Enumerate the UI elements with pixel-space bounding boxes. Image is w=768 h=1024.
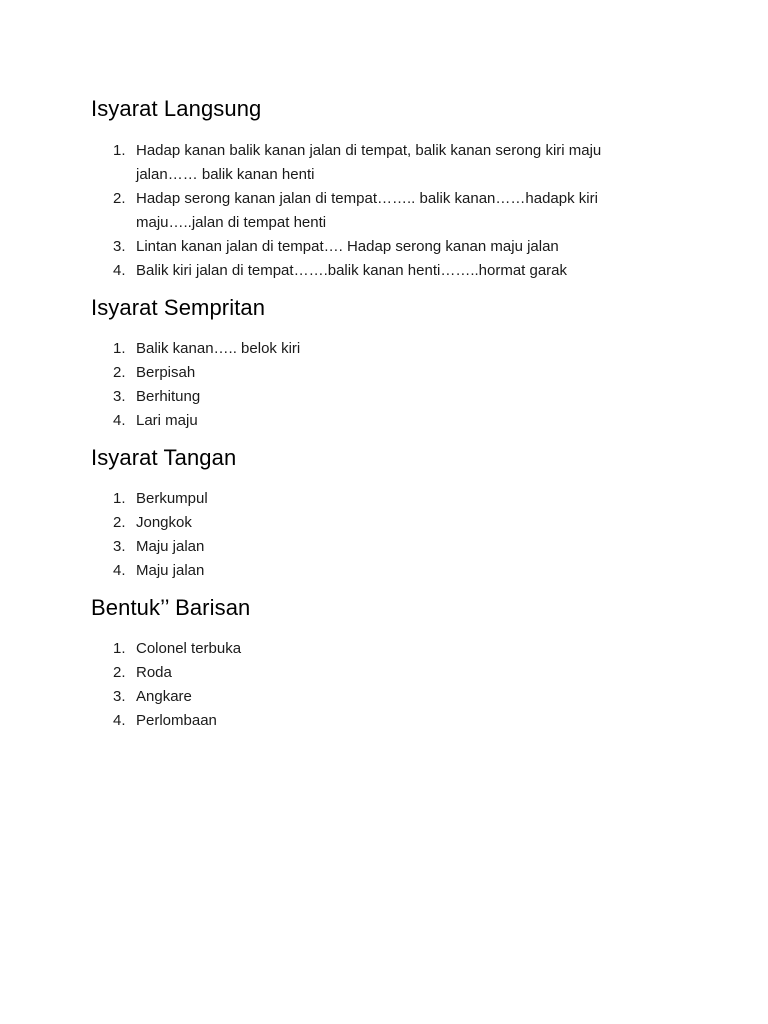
list-item-text: Maju jalan — [136, 562, 205, 579]
list-number: 3. — [113, 238, 126, 255]
list-item — [91, 637, 656, 661]
list-number: 2. — [113, 364, 126, 381]
list-item — [91, 661, 656, 685]
list-item-text: Balik kiri jalan di tempat…….balik kanan henti……..hormat garak — [136, 262, 568, 279]
section-heading: Bentuk’’ Barisan — [91, 595, 251, 620]
section-heading: Isyarat Langsung — [91, 96, 262, 121]
list-item-text: Roda — [136, 664, 172, 681]
list-item-text: Berhitung — [136, 388, 201, 405]
list-item — [91, 685, 656, 709]
list-item-text: Berpisah — [136, 364, 196, 381]
list-number: 2. — [113, 190, 126, 207]
list-item — [91, 409, 656, 433]
list-item-text: Hadap kanan balik kanan jalan di tempat, balik kanan serong kiri maju jalan…… balik kanan henti — [136, 142, 602, 183]
list-item-text: Lintan kanan jalan di tempat…. Hadap serong kanan maju jalan — [136, 238, 559, 255]
numbered-list — [91, 337, 691, 433]
list-item-text: Balik kanan….. belok kiri — [136, 340, 301, 357]
numbered-list — [91, 637, 691, 733]
list-item-text: Lari maju — [136, 412, 198, 429]
list-number: 3. — [113, 688, 126, 705]
list-number: 3. — [113, 388, 126, 405]
list-number: 4. — [113, 412, 126, 429]
list-item — [91, 337, 656, 361]
list-number: 1. — [113, 640, 126, 657]
list-item — [91, 709, 656, 733]
list-number: 1. — [113, 142, 126, 159]
list-item — [91, 385, 656, 409]
list-number: 1. — [113, 340, 126, 357]
list-item-text: Maju jalan — [136, 538, 205, 555]
list-number: 3. — [113, 538, 126, 555]
numbered-list — [91, 487, 691, 583]
list-item — [91, 361, 656, 385]
list-item — [91, 235, 656, 259]
list-item — [91, 487, 656, 511]
list-item — [91, 187, 656, 235]
section-heading: Isyarat Tangan — [91, 445, 237, 470]
list-item — [91, 535, 656, 559]
list-number: 1. — [113, 490, 126, 507]
list-item — [91, 559, 656, 583]
list-item-text: Angkare — [136, 688, 192, 705]
list-number: 2. — [113, 664, 126, 681]
list-item-text: Jongkok — [136, 514, 192, 531]
list-number: 4. — [113, 562, 126, 579]
section-heading: Isyarat Sempritan — [91, 295, 266, 320]
list-number: 4. — [113, 712, 126, 729]
list-number: 4. — [113, 262, 126, 279]
list-number: 2. — [113, 514, 126, 531]
list-item-text: Perlombaan — [136, 712, 217, 729]
list-item-text: Berkumpul — [136, 490, 208, 507]
section-isyarat-tangan — [91, 444, 691, 583]
section-bentuk-barisan — [91, 594, 691, 733]
numbered-list — [91, 139, 691, 283]
list-item-text: Hadap serong kanan jalan di tempat…….. balik kanan……hadapk kiri maju…..jalan di tempat henti — [136, 190, 598, 231]
list-item-text: Colonel terbuka — [136, 640, 242, 657]
list-item — [91, 259, 656, 283]
list-item — [91, 139, 656, 187]
section-isyarat-sempritan — [91, 294, 691, 433]
section-isyarat-langsung — [91, 95, 691, 283]
list-item — [91, 511, 656, 535]
